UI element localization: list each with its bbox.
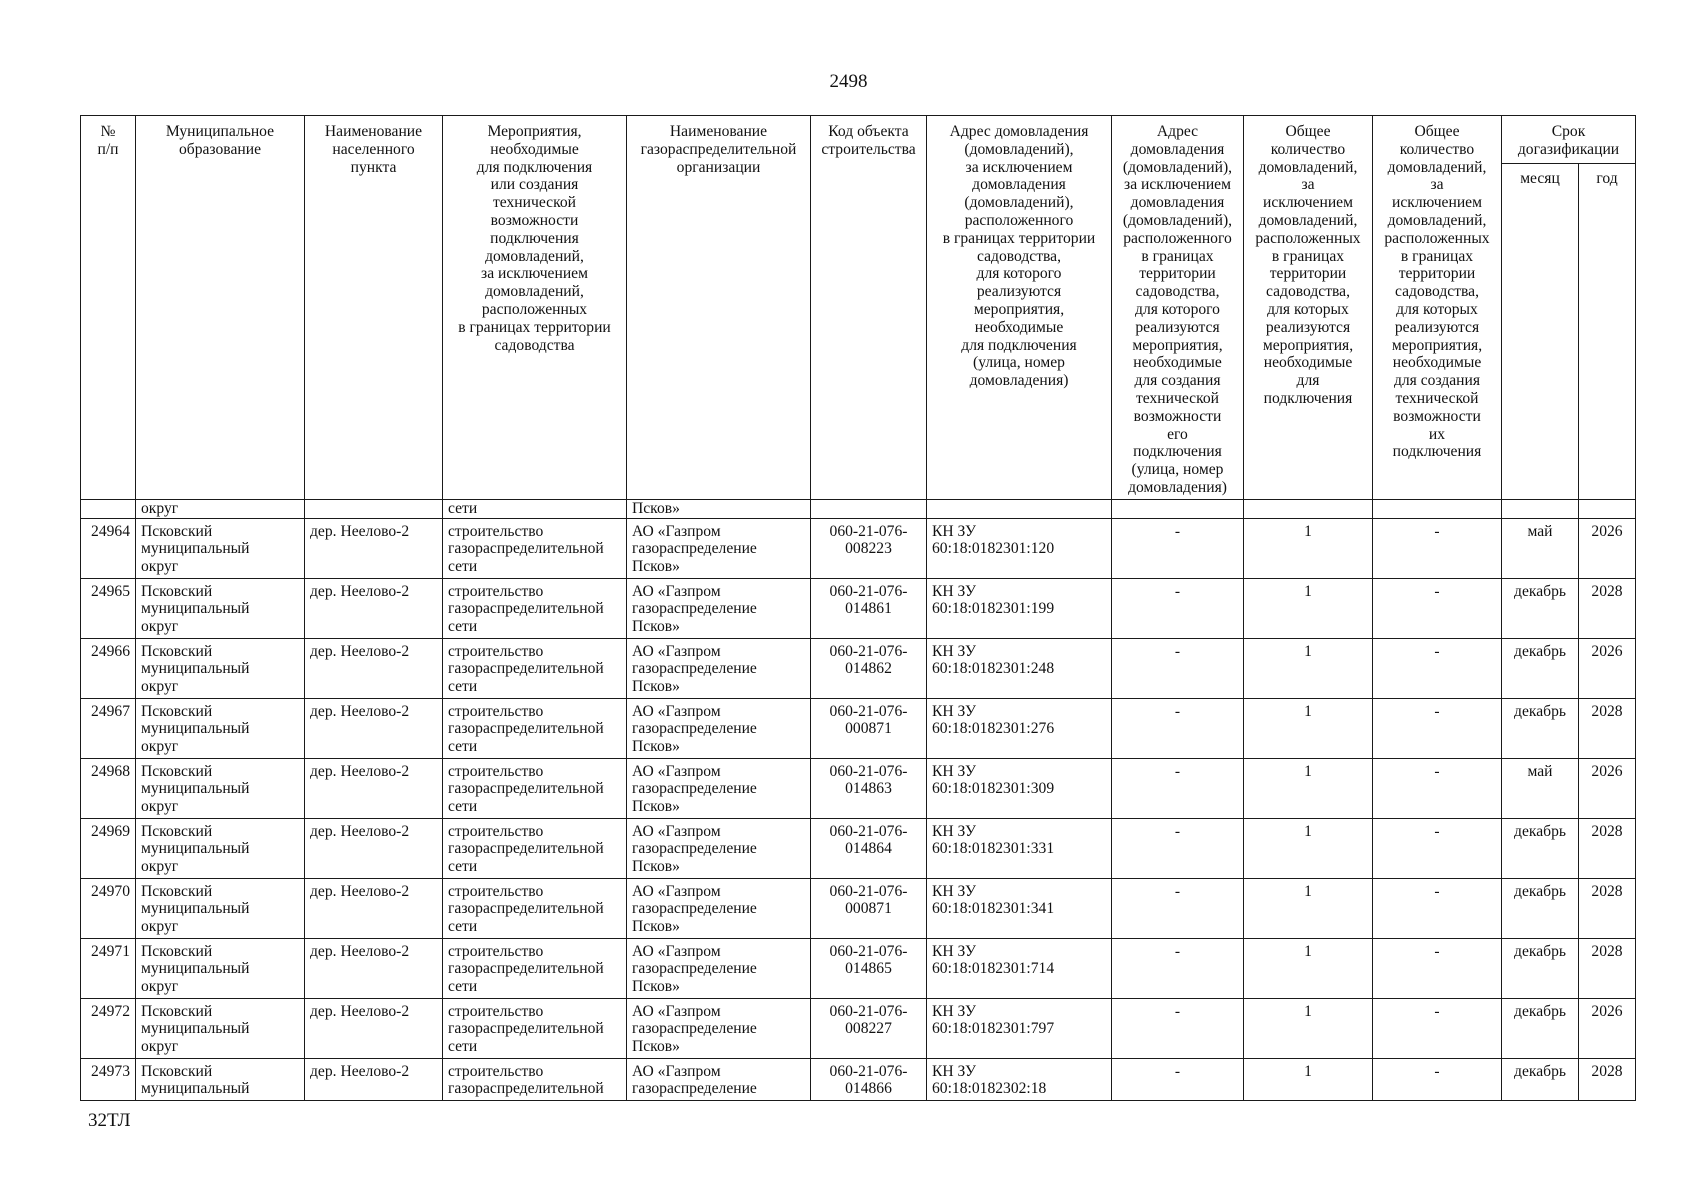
cell-measures: строительство газораспределительной сети bbox=[443, 758, 627, 818]
cell-code: 060-21-076- 014863 bbox=[811, 758, 927, 818]
cell-total: 1 bbox=[1244, 878, 1373, 938]
cell-code bbox=[811, 499, 927, 518]
table-row bbox=[81, 878, 1636, 938]
header-total-connect: Общее количество домовладений, за исключением домовладений, расположенных в границах территории садоводства, для которых реализуются мероприятия, необходимые для подключения bbox=[1244, 116, 1373, 500]
cell-year: 2026 bbox=[1579, 518, 1636, 578]
cell-measures: строительство газораспределительной сети bbox=[443, 578, 627, 638]
cell-num: 24972 bbox=[81, 998, 136, 1058]
cell-total-tech: - bbox=[1373, 998, 1502, 1058]
cell-address: КН ЗУ 60:18:0182301:276 bbox=[927, 698, 1112, 758]
table-row bbox=[81, 998, 1636, 1058]
table-row bbox=[81, 698, 1636, 758]
cell-measures: строительство газораспределительной сети bbox=[443, 638, 627, 698]
cell-total: 1 bbox=[1244, 1058, 1373, 1100]
continuation-row bbox=[81, 499, 1636, 518]
cell-gas-org: АО «Газпром газораспределение bbox=[627, 1058, 811, 1100]
gasification-table bbox=[80, 115, 1636, 1101]
cell-month: декабрь bbox=[1502, 578, 1579, 638]
cell-address: КН ЗУ 60:18:0182301:248 bbox=[927, 638, 1112, 698]
cell-total: 1 bbox=[1244, 758, 1373, 818]
cell-total: 1 bbox=[1244, 518, 1373, 578]
cell-settlement: дер. Неелово-2 bbox=[305, 938, 443, 998]
cell-year bbox=[1579, 499, 1636, 518]
cell-total: 1 bbox=[1244, 698, 1373, 758]
cell-settlement: дер. Неелово-2 bbox=[305, 878, 443, 938]
cell-settlement: дер. Неелово-2 bbox=[305, 1058, 443, 1100]
cell-settlement: дер. Неелово-2 bbox=[305, 578, 443, 638]
cell-year: 2026 bbox=[1579, 998, 1636, 1058]
cell-month: май bbox=[1502, 758, 1579, 818]
cell-total: 1 bbox=[1244, 638, 1373, 698]
cell-total-tech: - bbox=[1373, 938, 1502, 998]
cell-address: КН ЗУ 60:18:0182301:331 bbox=[927, 818, 1112, 878]
header-term: Срок догазификации bbox=[1502, 116, 1636, 164]
table-header bbox=[81, 116, 1636, 500]
cell-num: 24964 bbox=[81, 518, 136, 578]
cell-month: декабрь bbox=[1502, 998, 1579, 1058]
cell-code: 060-21-076- 000871 bbox=[811, 878, 927, 938]
cell-municipality: Псковский муниципальный округ bbox=[136, 638, 305, 698]
header-address-tech: Адрес домовладения (домовладений), за исключением домовладения (домовладений), расположенного в границах территории садоводства, для которого реализуются мероприятия, необходимые для создания технической возможности его подключения (улица, номер домовладения) bbox=[1112, 116, 1244, 500]
cell-total-tech: - bbox=[1373, 638, 1502, 698]
cell-year: 2028 bbox=[1579, 878, 1636, 938]
cell-num: 24973 bbox=[81, 1058, 136, 1100]
cell-settlement bbox=[305, 499, 443, 518]
cell-municipality: Псковский муниципальный округ bbox=[136, 998, 305, 1058]
cell-month: декабрь bbox=[1502, 818, 1579, 878]
cell-total bbox=[1244, 499, 1373, 518]
header-municipality: Муниципальное образование bbox=[136, 116, 305, 500]
table-row bbox=[81, 818, 1636, 878]
table-body bbox=[81, 499, 1636, 1100]
cell-gas-org: Псков» bbox=[627, 499, 811, 518]
table-row bbox=[81, 638, 1636, 698]
cell-municipality: Псковский муниципальный округ bbox=[136, 758, 305, 818]
cell-year: 2028 bbox=[1579, 578, 1636, 638]
cell-address-tech: - bbox=[1112, 998, 1244, 1058]
cell-total: 1 bbox=[1244, 818, 1373, 878]
cell-gas-org: АО «Газпром газораспределение Псков» bbox=[627, 938, 811, 998]
cell-address: КН ЗУ 60:18:0182301:309 bbox=[927, 758, 1112, 818]
cell-municipality: округ bbox=[136, 499, 305, 518]
header-measures: Мероприятия, необходимые для подключения или создания технической возможности подключения домовладений, за исключением домовладений, расположенных в границах территории садоводства bbox=[443, 116, 627, 500]
cell-year: 2028 bbox=[1579, 818, 1636, 878]
cell-month: декабрь bbox=[1502, 1058, 1579, 1100]
table-row bbox=[81, 938, 1636, 998]
cell-address-tech: - bbox=[1112, 1058, 1244, 1100]
cell-municipality: Псковский муниципальный округ bbox=[136, 818, 305, 878]
cell-code: 060-21-076- 014864 bbox=[811, 818, 927, 878]
page-number: 2498 bbox=[829, 71, 868, 92]
cell-settlement: дер. Неелово-2 bbox=[305, 638, 443, 698]
cell-code: 060-21-076- 014862 bbox=[811, 638, 927, 698]
cell-address-tech: - bbox=[1112, 638, 1244, 698]
header-month: месяц bbox=[1502, 163, 1579, 499]
cell-num: 24965 bbox=[81, 578, 136, 638]
cell-gas-org: АО «Газпром газораспределение Псков» bbox=[627, 518, 811, 578]
cell-total-tech: - bbox=[1373, 818, 1502, 878]
cell-total: 1 bbox=[1244, 998, 1373, 1058]
header-object-code: Код объекта строительства bbox=[811, 116, 927, 500]
cell-year: 2028 bbox=[1579, 938, 1636, 998]
cell-settlement: дер. Неелово-2 bbox=[305, 758, 443, 818]
header-year: год bbox=[1579, 163, 1636, 499]
cell-total-tech bbox=[1373, 499, 1502, 518]
footer-code: 32ТЛ bbox=[88, 1110, 131, 1131]
cell-address-tech: - bbox=[1112, 758, 1244, 818]
cell-measures: строительство газораспределительной bbox=[443, 1058, 627, 1100]
cell-code: 060-21-076- 014866 bbox=[811, 1058, 927, 1100]
cell-gas-org: АО «Газпром газораспределение Псков» bbox=[627, 818, 811, 878]
cell-address-tech bbox=[1112, 499, 1244, 518]
cell-code: 060-21-076- 008227 bbox=[811, 998, 927, 1058]
cell-month bbox=[1502, 499, 1579, 518]
cell-gas-org: АО «Газпром газораспределение Псков» bbox=[627, 698, 811, 758]
cell-measures: строительство газораспределительной сети bbox=[443, 698, 627, 758]
cell-total-tech: - bbox=[1373, 578, 1502, 638]
cell-year: 2026 bbox=[1579, 758, 1636, 818]
cell-address-tech: - bbox=[1112, 578, 1244, 638]
header-settlement: Наименование населенного пункта bbox=[305, 116, 443, 500]
cell-total-tech: - bbox=[1373, 518, 1502, 578]
cell-month: декабрь bbox=[1502, 698, 1579, 758]
cell-settlement: дер. Неелово-2 bbox=[305, 698, 443, 758]
cell-municipality: Псковский муниципальный округ bbox=[136, 518, 305, 578]
cell-year: 2026 bbox=[1579, 638, 1636, 698]
cell-total: 1 bbox=[1244, 938, 1373, 998]
header-address-connect: Адрес домовладения (домовладений), за исключением домовладения (домовладений), расположенного в границах территории садоводства, для которого реализуются мероприятия, необходимые для подключения (улица, номер домовладения) bbox=[927, 116, 1112, 500]
cell-municipality: Псковский муниципальный округ bbox=[136, 698, 305, 758]
cell-year: 2028 bbox=[1579, 698, 1636, 758]
table-row bbox=[81, 758, 1636, 818]
cell-settlement: дер. Неелово-2 bbox=[305, 818, 443, 878]
cell-address: КН ЗУ 60:18:0182302:18 bbox=[927, 1058, 1112, 1100]
cell-municipality: Псковский муниципальный bbox=[136, 1058, 305, 1100]
header-gas-org: Наименование газораспределительной организации bbox=[627, 116, 811, 500]
cell-address-tech: - bbox=[1112, 938, 1244, 998]
cell-code: 060-21-076- 000871 bbox=[811, 698, 927, 758]
cell-month: декабрь bbox=[1502, 638, 1579, 698]
cell-total-tech: - bbox=[1373, 698, 1502, 758]
cell-measures: строительство газораспределительной сети bbox=[443, 818, 627, 878]
cell-total-tech: - bbox=[1373, 758, 1502, 818]
cell-settlement: дер. Неелово-2 bbox=[305, 518, 443, 578]
cell-gas-org: АО «Газпром газораспределение Псков» bbox=[627, 878, 811, 938]
cell-gas-org: АО «Газпром газораспределение Псков» bbox=[627, 638, 811, 698]
cell-num: 24968 bbox=[81, 758, 136, 818]
cell-address-tech: - bbox=[1112, 518, 1244, 578]
header-num: № п/п bbox=[81, 116, 136, 500]
cell-municipality: Псковский муниципальный округ bbox=[136, 578, 305, 638]
cell-municipality: Псковский муниципальный округ bbox=[136, 938, 305, 998]
cell-settlement: дер. Неелово-2 bbox=[305, 998, 443, 1058]
cell-address: КН ЗУ 60:18:0182301:199 bbox=[927, 578, 1112, 638]
cell-gas-org: АО «Газпром газораспределение Псков» bbox=[627, 998, 811, 1058]
cell-num: 24971 bbox=[81, 938, 136, 998]
cell-code: 060-21-076- 008223 bbox=[811, 518, 927, 578]
cell-year: 2028 bbox=[1579, 1058, 1636, 1100]
cell-num: 24969 bbox=[81, 818, 136, 878]
cell-measures: строительство газораспределительной сети bbox=[443, 878, 627, 938]
cell-address: КН ЗУ 60:18:0182301:714 bbox=[927, 938, 1112, 998]
table-row bbox=[81, 518, 1636, 578]
cell-num bbox=[81, 499, 136, 518]
cell-gas-org: АО «Газпром газораспределение Псков» bbox=[627, 758, 811, 818]
cell-total: 1 bbox=[1244, 578, 1373, 638]
cell-month: декабрь bbox=[1502, 878, 1579, 938]
cell-address: КН ЗУ 60:18:0182301:341 bbox=[927, 878, 1112, 938]
cell-month: май bbox=[1502, 518, 1579, 578]
cell-month: декабрь bbox=[1502, 938, 1579, 998]
cell-total-tech: - bbox=[1373, 878, 1502, 938]
cell-measures: строительство газораспределительной сети bbox=[443, 938, 627, 998]
table-row bbox=[81, 1058, 1636, 1100]
cell-num: 24970 bbox=[81, 878, 136, 938]
cell-address-tech: - bbox=[1112, 878, 1244, 938]
cell-address bbox=[927, 499, 1112, 518]
cell-code: 060-21-076- 014865 bbox=[811, 938, 927, 998]
cell-municipality: Псковский муниципальный округ bbox=[136, 878, 305, 938]
cell-address: КН ЗУ 60:18:0182301:120 bbox=[927, 518, 1112, 578]
cell-measures: сети bbox=[443, 499, 627, 518]
cell-address-tech: - bbox=[1112, 818, 1244, 878]
cell-measures: строительство газораспределительной сети bbox=[443, 518, 627, 578]
cell-total-tech: - bbox=[1373, 1058, 1502, 1100]
cell-num: 24967 bbox=[81, 698, 136, 758]
cell-num: 24966 bbox=[81, 638, 136, 698]
table-row bbox=[81, 578, 1636, 638]
header-total-tech: Общее количество домовладений, за исключением домовладений, расположенных в границах территории садоводства, для которых реализуются мероприятия, необходимые для создания технической возможности их подключения bbox=[1373, 116, 1502, 500]
cell-measures: строительство газораспределительной сети bbox=[443, 998, 627, 1058]
cell-address: КН ЗУ 60:18:0182301:797 bbox=[927, 998, 1112, 1058]
cell-gas-org: АО «Газпром газораспределение Псков» bbox=[627, 578, 811, 638]
cell-code: 060-21-076- 014861 bbox=[811, 578, 927, 638]
cell-address-tech: - bbox=[1112, 698, 1244, 758]
